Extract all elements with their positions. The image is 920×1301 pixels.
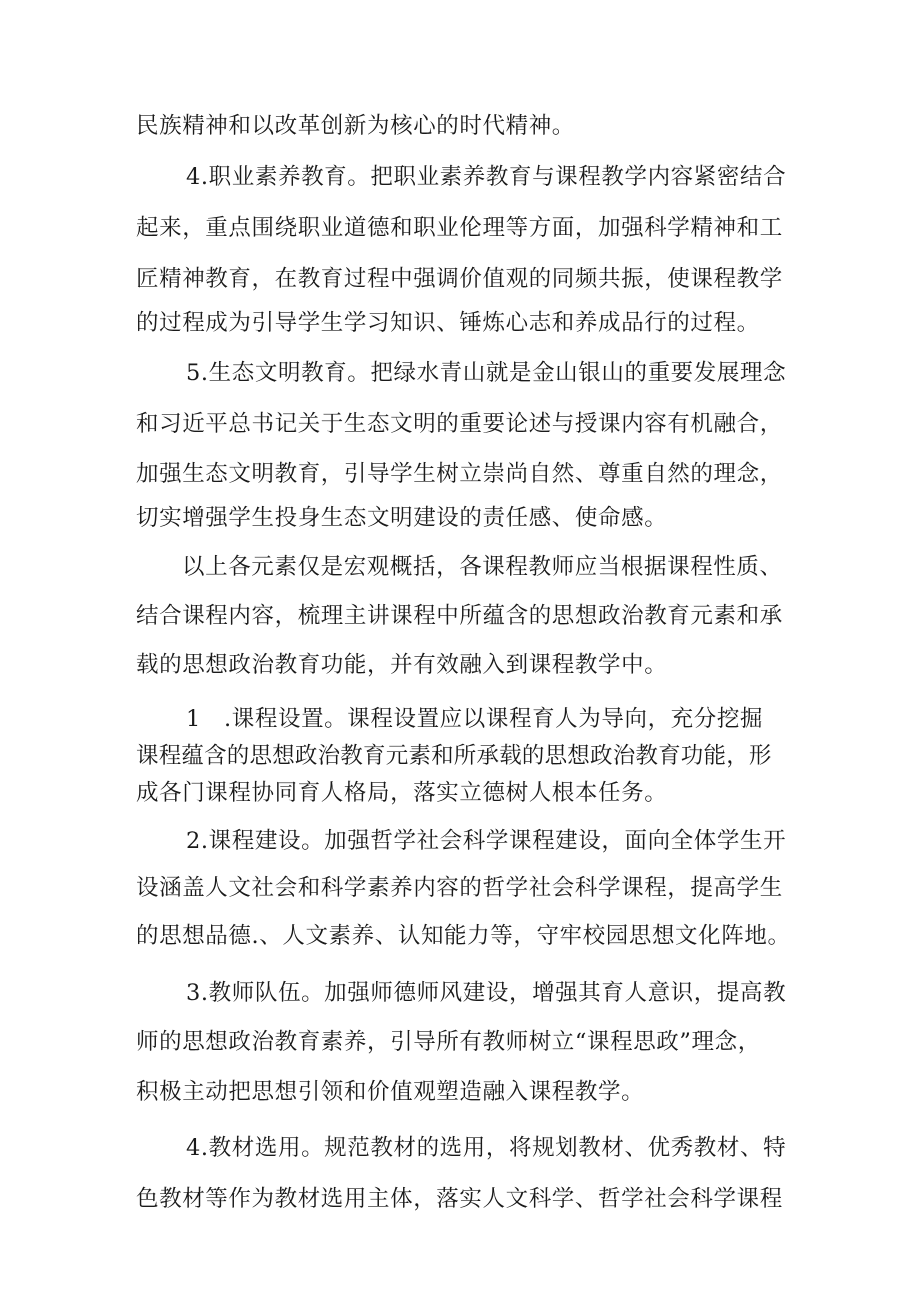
text-line: 5.生态文明教育。把绿水青山就是金山银山的重要发展理念	[186, 360, 787, 386]
text-line: 民族精神和以改革创新为核心的时代精神。	[136, 113, 575, 139]
text-line: 的过程成为引导学生学习知识、锤炼心志和养成品行的过程。	[136, 310, 760, 336]
text-line: 3.教师队伍。加强师德师风建设，增强其育人意识，提高教	[186, 980, 787, 1006]
text-line: 师的思想政治教育素养，引导所有教师树立“课程思政”理念，	[136, 1029, 761, 1055]
text-line: 的思想品德.、人文素养、认知能力等，守牢校园思想文化阵地。	[136, 923, 791, 949]
text-line: 积极主动把思想引领和价值观塑造融入课程教学。	[136, 1079, 645, 1105]
text-line: 起来，重点围绕职业道德和职业伦理等方面，加强科学精神和工	[136, 215, 783, 241]
text-line: 4.职业素养教育。把职业素养教育与课程教学内容紧密结合	[186, 164, 787, 190]
text-line: 以上各元素仅是宏观概括，各课程教师应当根据课程性质、	[182, 554, 783, 580]
text-line: 4.教材选用。规范教材的选用，将规划教材、优秀教材、特	[186, 1135, 787, 1161]
text-line: 2.课程建设。加强哲学社会科学课程建设，面向全体学生开	[186, 828, 787, 854]
text-line: 加强生态文明教育，引导学生树立崇尚自然、尊重自然的理念，	[136, 461, 783, 487]
text-line: 课程蕴含的思想政治教育元素和所承载的思想政治教育功能，形	[136, 743, 772, 769]
text-line: 设涵盖人文社会和科学素养内容的哲学社会科学课程，提高学生	[136, 875, 783, 901]
text-line: 成各门课程协同育人格局，落实立德树人根本任务。	[136, 780, 668, 806]
text-line: 1 .课程设置。课程设置应以课程育人为导向，充分挖掘	[186, 706, 764, 732]
text-line: 匠精神教育，在教育过程中强调价值观的同频共振，使课程教学	[136, 266, 783, 292]
text-line: 色教材等作为教材选用主体，落实人文科学、哲学社会科学课程	[136, 1186, 783, 1212]
text-line: 结合课程内容，梳理主讲课程中所蕴含的思想政治教育元素和承	[136, 603, 783, 629]
text-line: 切实增强学生投身生态文明建设的责任感、使命感。	[136, 505, 668, 531]
text-line: 载的思想政治教育功能，并有效融入到课程教学中。	[136, 652, 668, 678]
text-line: 和习近平总书记关于生态文明的重要论述与授课内容有机融合，	[136, 411, 783, 437]
